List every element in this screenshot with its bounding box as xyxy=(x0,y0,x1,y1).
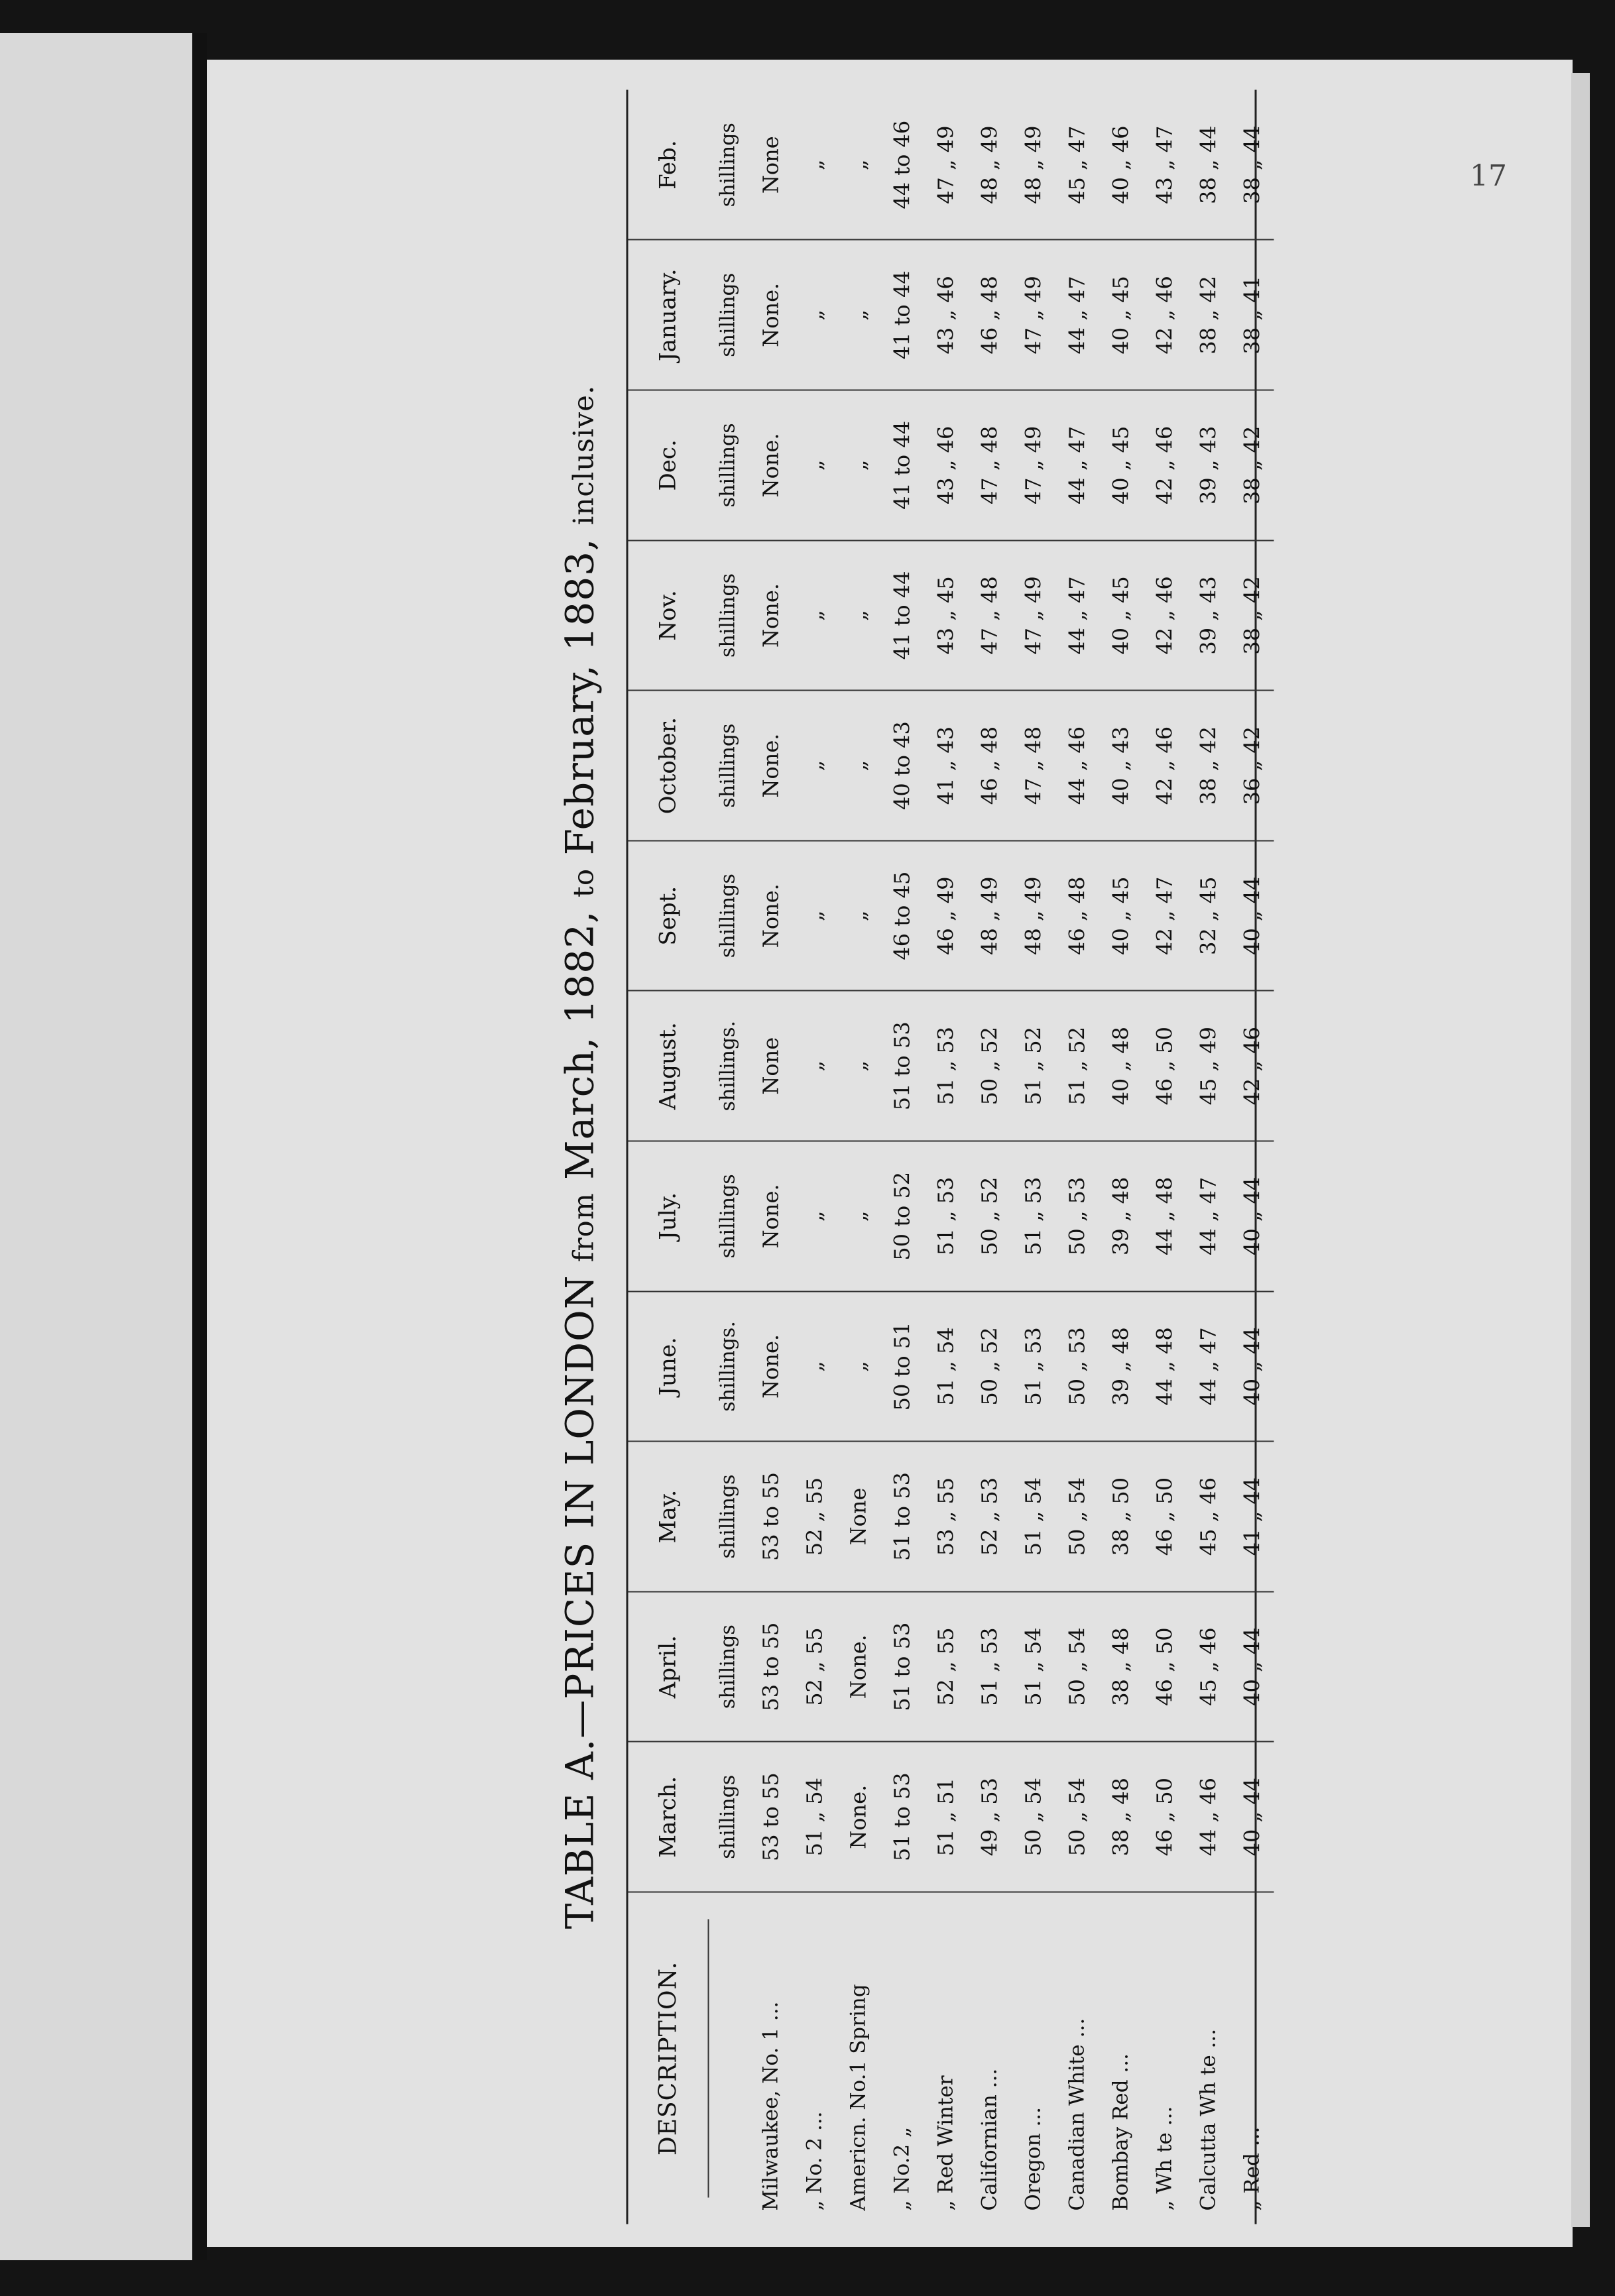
month-column xyxy=(628,1292,1274,1442)
price-cell: „ xyxy=(802,910,827,921)
price-cell: 40 „ 45 xyxy=(1108,576,1134,655)
price-cell: „ xyxy=(802,309,827,321)
price-cell: 51 „ 54 xyxy=(1020,1627,1046,1706)
month-header: Feb. xyxy=(654,140,682,190)
price-cell: „ xyxy=(845,760,871,772)
price-cell: 38 „ 42 xyxy=(1239,426,1265,505)
month-header: Nov. xyxy=(654,590,682,641)
price-cell: „ xyxy=(845,309,871,321)
price-cell: 46 „ 50 xyxy=(1152,1477,1177,1556)
price-cell: 40 „ 44 xyxy=(1239,876,1265,955)
price-cell: 51 „ 52 xyxy=(1020,1027,1046,1106)
price-cell: 38 „ 48 xyxy=(1108,1778,1134,1857)
title-to: to xyxy=(567,868,600,898)
price-cell: 39 „ 48 xyxy=(1108,1327,1134,1406)
price-cell: 41 to 44 xyxy=(889,420,915,510)
price-cell: 46 „ 50 xyxy=(1152,1627,1177,1706)
price-cell: 38 „ 44 xyxy=(1195,125,1221,204)
right-page-edge xyxy=(1571,73,1590,2227)
price-cell: 51 „ 53 xyxy=(1020,1177,1046,1256)
price-cell: 40 „ 43 xyxy=(1108,726,1134,805)
price-cell: „ xyxy=(802,1210,827,1222)
row-description: Milwaukee, No. 1 ... xyxy=(758,2001,783,2211)
price-cell: 42 „ 46 xyxy=(1152,276,1177,355)
row-description: Americn. No.1 Spring xyxy=(846,1984,870,2211)
row-description: „ No. 2 ... xyxy=(802,2111,827,2211)
price-cell: 50 „ 54 xyxy=(1064,1778,1090,1857)
row-description: Calcutta Wh te ... xyxy=(1196,2028,1221,2211)
price-cell: 52 „ 53 xyxy=(977,1477,1002,1556)
title-tail: inclusive. xyxy=(567,384,600,526)
month-column xyxy=(628,1142,1274,1292)
price-cell: 47 „ 48 xyxy=(1020,726,1046,805)
price-cell: 44 „ 47 xyxy=(1064,576,1090,655)
price-cell: „ xyxy=(845,459,871,471)
price-cell: 40 „ 44 xyxy=(1239,1627,1265,1706)
price-cell: 40 „ 45 xyxy=(1108,876,1134,955)
month-header: October. xyxy=(654,717,682,815)
price-cell: 40 „ 45 xyxy=(1108,276,1134,355)
price-cell: None xyxy=(758,136,784,194)
month-column xyxy=(628,841,1274,992)
price-cell: „ xyxy=(802,159,827,170)
unit-label: shillings xyxy=(716,573,740,658)
price-cell: „ xyxy=(845,1361,871,1372)
price-cell: 51 to 53 xyxy=(889,1772,915,1862)
month-column xyxy=(628,1743,1274,1893)
price-cell: 50 „ 53 xyxy=(1064,1177,1090,1256)
price-cell: 45 „ 49 xyxy=(1195,1027,1221,1106)
price-cell: 50 „ 52 xyxy=(977,1027,1002,1106)
description-column xyxy=(628,1893,1274,2224)
price-cell: 42 „ 46 xyxy=(1152,576,1177,655)
month-column xyxy=(628,391,1274,542)
price-cell: 36 „ 42 xyxy=(1239,726,1265,805)
price-cell: „ xyxy=(845,910,871,921)
price-cell: 52 „ 55 xyxy=(802,1477,827,1556)
price-cell: „ xyxy=(845,1210,871,1222)
price-cell: 44 „ 47 xyxy=(1195,1177,1221,1256)
row-description: Oregon ... xyxy=(1021,2107,1046,2211)
price-cell: 50 „ 54 xyxy=(1064,1477,1090,1556)
price-cell: 50 „ 52 xyxy=(977,1327,1002,1406)
month-header: July. xyxy=(654,1192,682,1240)
month-header: March. xyxy=(654,1776,682,1858)
unit-label: shillings xyxy=(716,1774,740,1859)
price-cell: 51 „ 53 xyxy=(933,1177,959,1256)
row-description: Californian ... xyxy=(977,2068,1002,2211)
price-cell: 40 „ 44 xyxy=(1239,1778,1265,1857)
price-cell: 44 „ 48 xyxy=(1152,1177,1177,1256)
price-cell: 51 „ 53 xyxy=(933,1027,959,1106)
rotated-price-table xyxy=(540,90,1265,2224)
price-cell: 47 „ 49 xyxy=(1020,576,1046,655)
unit-label: shillings. xyxy=(716,1020,740,1112)
price-cell: 41 to 44 xyxy=(889,270,915,360)
price-cell: None. xyxy=(758,282,784,347)
month-header: Dec. xyxy=(654,439,682,491)
unit-spacer xyxy=(708,1893,749,2224)
price-cell: 44 „ 46 xyxy=(1195,1778,1221,1857)
row-description: „ Red ... xyxy=(1240,2126,1264,2211)
price-cell: 44 „ 47 xyxy=(1195,1327,1221,1406)
book-gutter xyxy=(192,33,207,2260)
price-cell: 39 „ 43 xyxy=(1195,426,1221,505)
price-cell: None. xyxy=(758,1334,784,1399)
title-span2: February, 1883, xyxy=(557,538,603,856)
price-cell: „ xyxy=(802,1060,827,1072)
header-rule xyxy=(708,1920,709,2198)
price-cell: None. xyxy=(845,1635,871,1699)
price-cell: 51 to 53 xyxy=(889,1021,915,1111)
price-cell: 51 to 53 xyxy=(889,1622,915,1711)
unit-label: shillings. xyxy=(716,1321,740,1412)
price-cell: 52 „ 55 xyxy=(933,1627,959,1706)
price-cell: 46 „ 48 xyxy=(977,276,1002,355)
unit-label: shillings xyxy=(716,723,740,808)
price-cell: 40 „ 46 xyxy=(1108,125,1134,204)
price-cell: None. xyxy=(758,733,784,798)
price-cell: 42 „ 46 xyxy=(1152,426,1177,505)
month-header: August. xyxy=(654,1022,682,1110)
price-cell: 53 to 55 xyxy=(758,1772,784,1862)
price-cell: „ xyxy=(845,610,871,621)
price-cell: 50 to 52 xyxy=(889,1171,915,1261)
price-cell: None xyxy=(845,1487,871,1546)
price-cell: 47 „ 49 xyxy=(933,125,959,204)
page-number: 17 xyxy=(1470,159,1507,193)
price-cell: 41 „ 44 xyxy=(1239,1477,1265,1556)
price-cell: 44 to 46 xyxy=(889,120,915,209)
price-cell: 47 „ 49 xyxy=(1020,276,1046,355)
month-column xyxy=(628,90,1274,241)
price-cell: „ xyxy=(845,1060,871,1072)
price-cell: 43 „ 46 xyxy=(933,276,959,355)
month-header: Sept. xyxy=(654,886,682,946)
unit-label: shillings xyxy=(716,272,740,357)
price-cell: 46 „ 50 xyxy=(1152,1027,1177,1106)
price-cell: „ xyxy=(845,159,871,170)
price-cell: None. xyxy=(758,884,784,948)
price-cell: 51 „ 54 xyxy=(1020,1477,1046,1556)
price-cell: 38 „ 42 xyxy=(1195,726,1221,805)
row-description: Bombay Red ... xyxy=(1108,2053,1133,2211)
month-header: January. xyxy=(654,268,682,362)
price-cell: 51 „ 51 xyxy=(933,1778,959,1857)
price-cell: 38 „ 42 xyxy=(1239,576,1265,655)
unit-label: shillings xyxy=(716,874,740,958)
month-column xyxy=(628,992,1274,1142)
price-cell: None. xyxy=(845,1784,871,1849)
price-cell: „ xyxy=(802,760,827,772)
price-cell: 50 „ 54 xyxy=(1020,1778,1046,1857)
price-cell: 42 „ 46 xyxy=(1152,726,1177,805)
month-column xyxy=(628,1442,1274,1593)
unit-label: shillings xyxy=(716,423,740,508)
price-cell: 49 „ 53 xyxy=(977,1778,1002,1857)
price-cell: 40 „ 44 xyxy=(1239,1327,1265,1406)
row-description: „ No.2 „ xyxy=(890,2126,914,2211)
price-cell: 48 „ 49 xyxy=(1020,125,1046,204)
title-main: TABLE A.—PRICES IN LONDON xyxy=(557,1275,603,1929)
unit-label: shillings xyxy=(716,1174,740,1259)
unit-label: shillings xyxy=(716,123,740,207)
price-cell: 43 „ 45 xyxy=(933,576,959,655)
row-description: „ Red Winter xyxy=(933,2075,958,2211)
price-cell: 48 „ 49 xyxy=(977,125,1002,204)
price-cell: 40 „ 48 xyxy=(1108,1027,1134,1106)
price-cell: 48 „ 49 xyxy=(1020,876,1046,955)
price-cell: 39 „ 48 xyxy=(1108,1177,1134,1256)
price-cell: 51 „ 53 xyxy=(1020,1327,1046,1406)
price-cell: 43 „ 47 xyxy=(1152,125,1177,204)
price-cell: 50 to 51 xyxy=(889,1322,915,1411)
price-cell: 45 „ 46 xyxy=(1195,1477,1221,1556)
month-header: May. xyxy=(654,1489,682,1544)
title-span1: March, 1882, xyxy=(557,910,603,1180)
price-cell: 44 „ 48 xyxy=(1152,1327,1177,1406)
row-description: „ Wh te ... xyxy=(1152,2106,1177,2211)
price-cell: 45 „ 46 xyxy=(1195,1627,1221,1706)
price-cell: None. xyxy=(758,433,784,498)
price-cell: 51 „ 54 xyxy=(802,1778,827,1857)
month-column xyxy=(628,1592,1274,1743)
price-cell: 53 „ 55 xyxy=(933,1477,959,1556)
price-cell: 32 „ 45 xyxy=(1195,876,1221,955)
price-cell: 46 „ 49 xyxy=(933,876,959,955)
price-cell: 53 to 55 xyxy=(758,1622,784,1711)
price-cell: 39 „ 43 xyxy=(1195,576,1221,655)
description-header: DESCRIPTION. xyxy=(654,1961,682,2156)
price-cell: 46 „ 50 xyxy=(1152,1778,1177,1857)
month-column xyxy=(628,241,1274,391)
month-column xyxy=(628,691,1274,842)
row-description: Canadian White ... xyxy=(1065,2018,1089,2211)
price-cell: „ xyxy=(802,459,827,471)
price-cell: 52 „ 55 xyxy=(802,1627,827,1706)
price-cell: 40 „ 45 xyxy=(1108,426,1134,505)
price-cell: 38 „ 42 xyxy=(1195,276,1221,355)
price-cell: None. xyxy=(758,583,784,648)
month-header: June. xyxy=(654,1337,682,1396)
price-cell: 38 „ 44 xyxy=(1239,125,1265,204)
price-cell: 42 „ 47 xyxy=(1152,876,1177,955)
price-cell: 40 „ 44 xyxy=(1239,1177,1265,1256)
price-cell: 40 to 43 xyxy=(889,721,915,810)
price-cell: 50 „ 53 xyxy=(1064,1327,1090,1406)
price-cell: 44 „ 47 xyxy=(1064,276,1090,355)
price-cell: 47 „ 49 xyxy=(1020,426,1046,505)
price-cell: 46 „ 48 xyxy=(1064,876,1090,955)
month-column xyxy=(628,541,1274,691)
price-cell: 51 „ 52 xyxy=(1064,1027,1090,1106)
left-page-edge xyxy=(0,33,192,2260)
price-cell: 44 „ 47 xyxy=(1064,426,1090,505)
price-cell: „ xyxy=(802,1361,827,1372)
price-cell: 48 „ 49 xyxy=(977,876,1002,955)
unit-label: shillings xyxy=(716,1625,740,1709)
price-cell: 46 „ 48 xyxy=(977,726,1002,805)
price-cell: 38 „ 41 xyxy=(1239,276,1265,355)
price-cell: „ xyxy=(802,610,827,621)
price-cell: 41 „ 43 xyxy=(933,726,959,805)
price-table xyxy=(627,90,1265,2224)
unit-label: shillings xyxy=(716,1474,740,1559)
price-cell: None. xyxy=(758,1184,784,1249)
title-from: from xyxy=(567,1192,600,1263)
month-header: April. xyxy=(654,1635,682,1699)
price-cell: 45 „ 47 xyxy=(1064,125,1090,204)
price-cell: 43 „ 46 xyxy=(933,426,959,505)
price-cell: 42 „ 46 xyxy=(1239,1027,1265,1106)
price-cell: 38 „ 48 xyxy=(1108,1627,1134,1706)
price-cell: 41 to 44 xyxy=(889,571,915,660)
price-cell: 53 to 55 xyxy=(758,1472,784,1561)
price-cell: 47 „ 48 xyxy=(977,576,1002,655)
price-cell: 50 „ 54 xyxy=(1064,1627,1090,1706)
page xyxy=(207,60,1573,2247)
price-cell: 46 to 45 xyxy=(889,871,915,960)
table-title xyxy=(540,90,620,2224)
price-cell: None xyxy=(758,1037,784,1095)
price-cell: 44 „ 46 xyxy=(1064,726,1090,805)
price-cell: 50 „ 52 xyxy=(977,1177,1002,1256)
price-cell: 51 to 53 xyxy=(889,1472,915,1561)
price-cell: 38 „ 50 xyxy=(1108,1477,1134,1556)
price-cell: 51 „ 54 xyxy=(933,1327,959,1406)
price-cell: 47 „ 48 xyxy=(977,426,1002,505)
price-cell: 51 „ 53 xyxy=(977,1627,1002,1706)
